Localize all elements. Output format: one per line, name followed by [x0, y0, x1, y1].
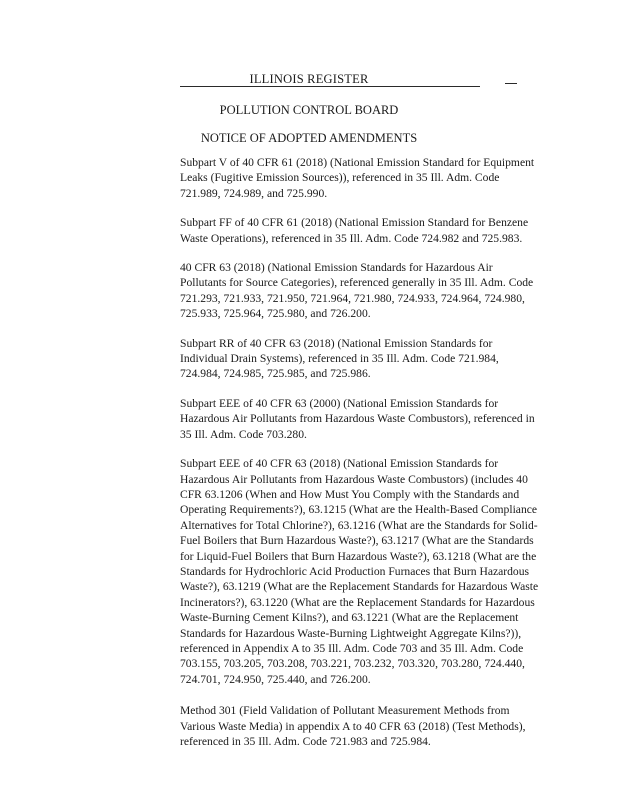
header-rule — [180, 86, 480, 87]
reference-paragraph-3: 40 CFR 63 (2018) (National Emission Standards for Hazardous Air Pollutants for Source Categories), referenced generally in 35 Ill. Adm. Code 721.293, 721.933, 721.950, 721.964, 721.980, 724.933, 724.964, 724.980, 725.933, 725.964, 725.980, and 726.200. — [180, 261, 534, 321]
page-number-mark — [505, 83, 517, 84]
register-header — [0, 72, 618, 87]
reference-paragraph-7: Method 301 (Field Validation of Pollutant Measurement Methods from Various Waste Media) in appendix A to 40 CFR 63 (2018) (Test Methods), referenced in 35 Ill. Adm. Code 721.983 and 725.984. — [180, 704, 526, 748]
reference-paragraph-6: Subpart EEE of 40 CFR 63 (2018) (National Emission Standards for Hazardous Air Pollutants from Hazardous Waste Combustors) (includes 40 CFR 63.1206 (When and How Must You Comply with the Standards and Operating Requirements?), 63.1215 (What are the Health-Based Compliance Alternatives for Total Chlorine?), 63.1216 (What are the Standards for Solid-Fuel Boilers that Burn Hazardous Waste?), 63.1217 (What are the Standards for Liquid-Fuel Boilers that Burn Hazardous Waste?), 63.1218 (What are the Standards for Hydrochloric Acid Production Furnaces that Burn Hazardous Waste?), 63.1219 (What are the Replacement Standards for Hazardous Waste Incinerators?), 63.1220 (What are the Replacement Standards for Hazardous Waste-Burning Cement Kilns?), and 63.1221 (What are the Replacement Standards for Hazardous Waste-Burning Lightweight Aggregate Kilns?)), referenced in Appendix A to 35 Ill. Adm. Code 703 and 35 Ill. Adm. Code 703.155, 703.205, 703.208, 703.221, 703.232, 703.320, 703.280, 724.440, 724.701, 724.950, 725.440, and 726.200. — [180, 457, 539, 686]
reference-list — [180, 155, 540, 763]
reference-paragraph-4: Subpart RR of 40 CFR 63 (2018) (National Emission Standards for Individual Drain Systems), referenced in 35 Ill. Adm. Code 721.984, 724.984, 724.985, 725.985, and 725.986. — [180, 336, 499, 381]
board-title: POLLUTION CONTROL BOARD — [219, 103, 399, 117]
notice-title: NOTICE OF ADOPTED AMENDMENTS — [200, 131, 418, 145]
reference-paragraph-1: Subpart V of 40 CFR 61 (2018) (National Emission Standard for Equipment Leaks (Fugitive Emission Sources)), referenced in 35 Ill. Adm. Code 721.989, 724.989, and 725.990. — [180, 156, 535, 200]
reference-paragraph-2: Subpart FF of 40 CFR 61 (2018) (National Emission Standard for Benzene Waste Operations), referenced in 35 Ill. Adm. Code 724.982 and 725.983. — [180, 216, 529, 245]
register-title: ILLINOIS REGISTER — [249, 72, 369, 86]
reference-paragraph-5: Subpart EEE of 40 CFR 63 (2000) (National Emission Standards for Hazardous Air Pollutants from Hazardous Waste Combustors), referenced in 35 Ill. Adm. Code 703.280. — [180, 396, 535, 441]
